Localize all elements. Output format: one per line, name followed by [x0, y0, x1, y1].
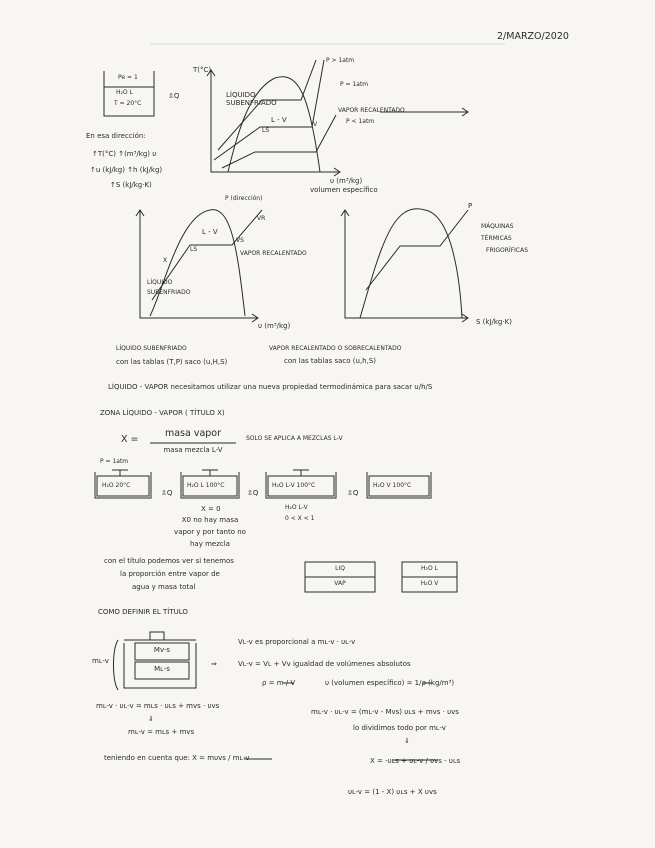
region-liquid-2: LÍQUIDO SUBENFRIADO — [147, 279, 191, 296]
teniendo-line: teniendo en cuenta que: X = mυvs / mʟ-v — [104, 754, 250, 762]
prop-line: Vʟ-v es proporcional a mʟ-v · υʟ-v — [238, 638, 356, 646]
state-label-2: H₂O L 100°C — [187, 482, 225, 489]
p-label-2: P (dirección) — [225, 195, 263, 202]
region-vapor-2: VAPOR RECALENTADO — [240, 250, 307, 257]
state-label-1: H₂O 20°C — [102, 482, 131, 489]
eq5: υʟ-v = (1 - X) υʟs + X υvs — [348, 788, 437, 796]
point-vs-2: VS — [236, 237, 244, 244]
divide-line: lo dividimos todo por mʟ-v — [353, 724, 446, 732]
title-denominator: masa mezcla L-V — [163, 446, 223, 454]
titulo-note-3: agua y masa total — [132, 583, 196, 591]
t-axis-label: T(°C) — [193, 66, 212, 74]
arrow-down-1: ⇓ — [148, 715, 154, 723]
eq4: X = -υʟs + υʟ-v / υvs - υʟs — [370, 757, 461, 765]
tables-left-1: LÍQUIDO SUBENFRIADO — [116, 345, 187, 352]
direction-line-3: ↑S (kJ/kg·K) — [110, 181, 152, 189]
title-x-label: X = — [121, 434, 139, 445]
eq3: mʟ-v · υʟ-v = (mʟ-v - Mvs) υʟs + mvs · υvs — [311, 708, 459, 716]
titulo-note-2: la proporción entre vapor de — [120, 570, 220, 578]
p-label-3: P — [468, 202, 473, 210]
arrow-right: ⇒ — [211, 660, 217, 668]
heat-label-1: ⇫Q — [168, 92, 180, 100]
isobar-eq-label: P = 1atm — [340, 81, 369, 88]
isobar-low-label: P < 1atm — [346, 118, 375, 125]
liquido-vapor-note: LÍQUIDO - VAPOR necesitamos utilizar una nueva propiedad termodinámica para sacar u/h/S — [108, 383, 433, 391]
sum-line: Vʟ-v = Vʟ + Vv igualdad de volúmenes absolutos — [238, 660, 411, 668]
rho-line: ρ = m / V — [262, 679, 296, 687]
vesp-line: υ (volumen específico) = 1/ρ (kg/m³) — [325, 679, 455, 687]
isobar-high-label: P > 1atm — [326, 57, 355, 64]
tables-right-1: VAPOR RECALENTADO O SOBRECALENTADO — [269, 345, 402, 352]
saturation-dome-3 — [360, 209, 462, 318]
direction-line-2: ↑u (kJ/kg) ↑h (kJ/kg) — [90, 166, 163, 174]
s-axis-label: S (kJ/kg·K) — [476, 318, 512, 326]
state-label-4: H₂O V 100°C — [373, 482, 412, 489]
lv-state-label: H₂O L-V — [285, 504, 308, 511]
mini2-top: H₂O L — [421, 565, 438, 572]
piston-label-pe: Pe = 1 — [118, 74, 138, 81]
titulo-note-1: con el título podemos ver si tenemos — [104, 557, 234, 565]
zona-note: SOLO SE APLICA A MEZCLAS L-V — [246, 435, 343, 442]
state-pressure: P = 1atm — [100, 458, 129, 465]
x-zero-note-1: X0 no hay masa — [181, 516, 239, 524]
zona-heading: ZONA LÍQUIDO - VAPOR ( TÍTULO X) — [100, 409, 225, 417]
v-axis-label-2: υ (m³/kg) — [258, 322, 291, 330]
eq1: mʟ-v · υʟ-v = mʟs · υʟs + mvs · υvs — [96, 702, 220, 710]
x-zero-note-2: vapor y por tanto no — [174, 528, 246, 536]
mini2-bottom: H₂O V — [420, 580, 439, 587]
note-termicas: TÉRMICAS — [481, 235, 512, 242]
note-maquinas: MÁQUINAS — [481, 223, 514, 230]
point-v-1: V — [313, 121, 318, 128]
tables-left-2: con las tablas (T,P) saco (u,H,S) — [116, 358, 228, 366]
x-zero-note-3: hay mezcla — [190, 540, 230, 548]
region-lv-2: L - V — [202, 228, 218, 236]
region-lv-1: L - V — [271, 116, 287, 124]
t-s-axes — [345, 210, 468, 318]
p-v-axes — [140, 210, 258, 318]
point-ls-1: LS — [262, 127, 270, 134]
isobar-eq — [214, 60, 324, 160]
tables-right-2: con las tablas saco (u,h,S) — [284, 357, 377, 365]
heat-arrow-b: ⇫Q — [247, 489, 259, 497]
heat-arrow-c: ⇫Q — [347, 489, 359, 497]
eq2: mʟ-v = mʟs + mvs — [128, 728, 195, 736]
direction-heading: En esa dirección: — [86, 132, 146, 140]
mlv-label: mʟ-v — [92, 657, 109, 665]
arrow-down-2: ⇓ — [404, 737, 410, 745]
definir-heading: COMO DEFINIR EL TÍTULO — [98, 608, 188, 616]
brace — [114, 640, 119, 690]
mini1-top: LIQ — [335, 565, 345, 572]
v-axis-label-1: υ (m³/kg) — [330, 177, 363, 185]
x-zero: X = 0 — [201, 505, 221, 513]
state-label-3: H₂O L-V 100°C — [272, 482, 316, 489]
point-ls-2: LS — [190, 246, 198, 253]
piston-label-temp: T = 20°C — [114, 100, 142, 107]
point-x-2: X — [163, 257, 168, 264]
direction-line-1: ↑T(°C) ↑(m³/kg) υ — [92, 150, 157, 158]
point-vr-2: VR — [257, 215, 266, 222]
mini1-bottom: VAP — [334, 580, 346, 587]
region-vapor-1: VAPOR RECALENTADO — [338, 107, 405, 114]
title-numerator: masa vapor — [164, 428, 222, 439]
piston-label-water: H₂O L — [116, 89, 133, 96]
v-axis-caption: volumen específico — [310, 186, 378, 194]
mls-label: Mʟ-s — [154, 665, 170, 673]
date: 2/MARZO/2020 — [497, 31, 569, 42]
mvs-label: Mv-s — [153, 646, 171, 654]
heat-arrow-a: ⇫Q — [161, 489, 173, 497]
lv-range: 0 < X < 1 — [285, 515, 315, 522]
note-frigorificas: FRIGORÍFICAS — [486, 247, 529, 254]
region-liquid-1: LÍQUIDO SUBENFRIADO — [226, 91, 277, 108]
